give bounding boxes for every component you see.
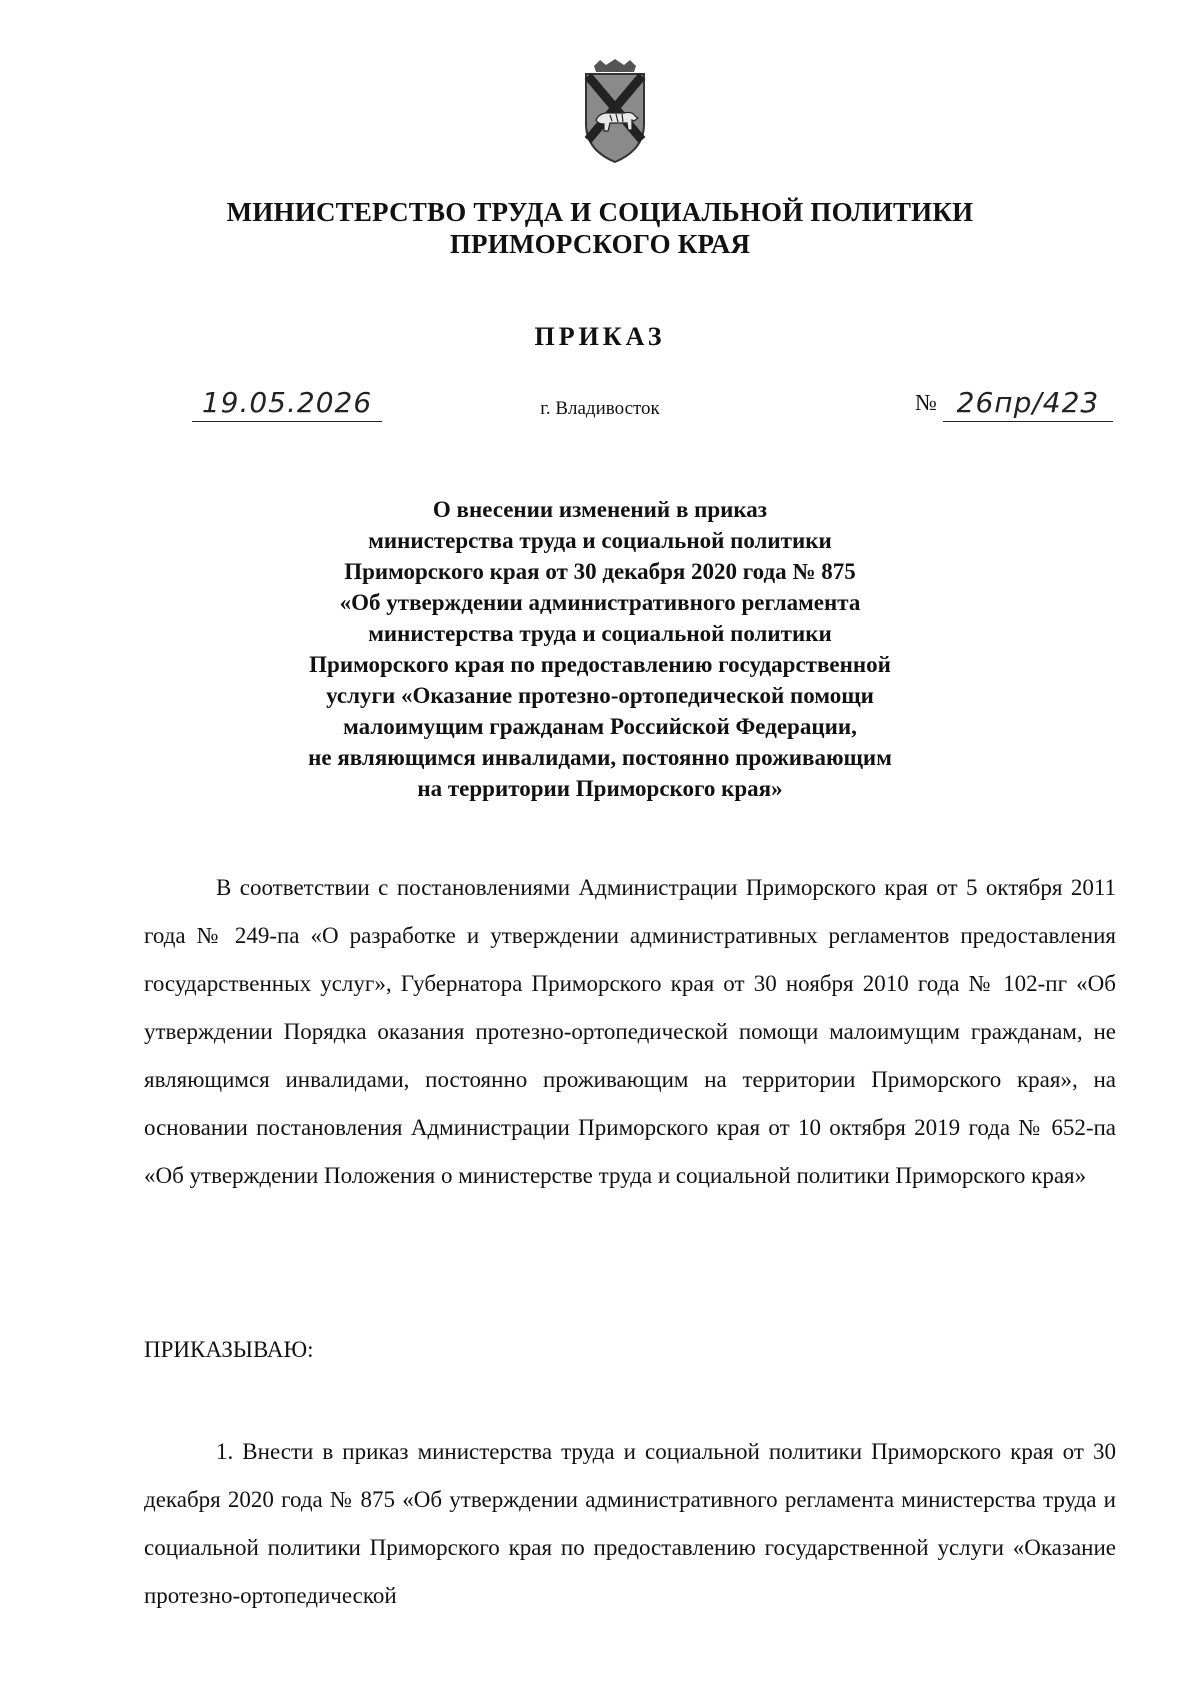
document-type: ПРИКАЗ [534, 322, 666, 351]
subject-line: О внесении изменений в приказ [432, 497, 768, 522]
order-number [915, 386, 1113, 422]
number-sign: № [915, 390, 937, 415]
subject-line: на территории Приморского края» [417, 776, 783, 801]
subject-line: министерства труда и социальной политики [368, 621, 832, 646]
ministry-name [0, 196, 1200, 260]
subject-line: Приморского края от 30 декабря 2020 года № 875 [344, 559, 856, 584]
order-subject [0, 494, 1200, 804]
ministry-line: МИНИСТЕРСТВО ТРУДА И СОЦИАЛЬНОЙ ПОЛИТИКИ [226, 197, 974, 227]
subject-line: «Об утверждении административного регламента [339, 590, 861, 615]
subject-line: малоимущим гражданам Российской Федерации, [343, 714, 857, 739]
ministry-line: ПРИМОРСКОГО КРАЯ [449, 229, 751, 259]
preamble-paragraph: В соответствии с постановлениями Администрации Приморского края от 5 октября 2011 года № 249-па «О разработке и утверждении административных регламентов предоставления государственных услуг», Губернатора Приморского края от 30 ноября 2010 года № 102-пг «Об утверждении Порядка оказания протезно-ортопедической помощи малоимущим гражданам, не являющимся инвалидами, постоянно проживающим на территории Приморского края», на основании постановления Администрации Приморского края от 10 октября 2019 года № 652-па «Об утверждении Положения о министерстве труда и социальной политики Приморского края» [144, 875, 1116, 1188]
subject-line: министерства труда и социальной политики [368, 528, 832, 553]
order-item-1: 1. Внести в приказ министерства труда и социальной политики Приморского края от 30 декабря 2020 года № 875 «Об утверждении административного регламента министерства труда и социальной политики Приморского края по предоставлению государственной услуги «Оказание протезно-ортопедической [144, 1439, 1116, 1608]
order-directive: ПРИКАЗЫВАЮ: [144, 1337, 314, 1362]
subject-line: не являющимся инвалидами, постоянно проживающим [308, 745, 892, 770]
subject-line: Приморского края по предоставлению государственной [309, 652, 891, 677]
subject-line: услуги «Оказание протезно-ортопедической помощи [326, 683, 874, 708]
coat-of-arms-icon [580, 58, 650, 168]
order-number-value: 26пр/423 [943, 386, 1113, 422]
order-date: 19.05.2026 [192, 386, 382, 422]
city-name: г. Владивосток [540, 398, 660, 419]
